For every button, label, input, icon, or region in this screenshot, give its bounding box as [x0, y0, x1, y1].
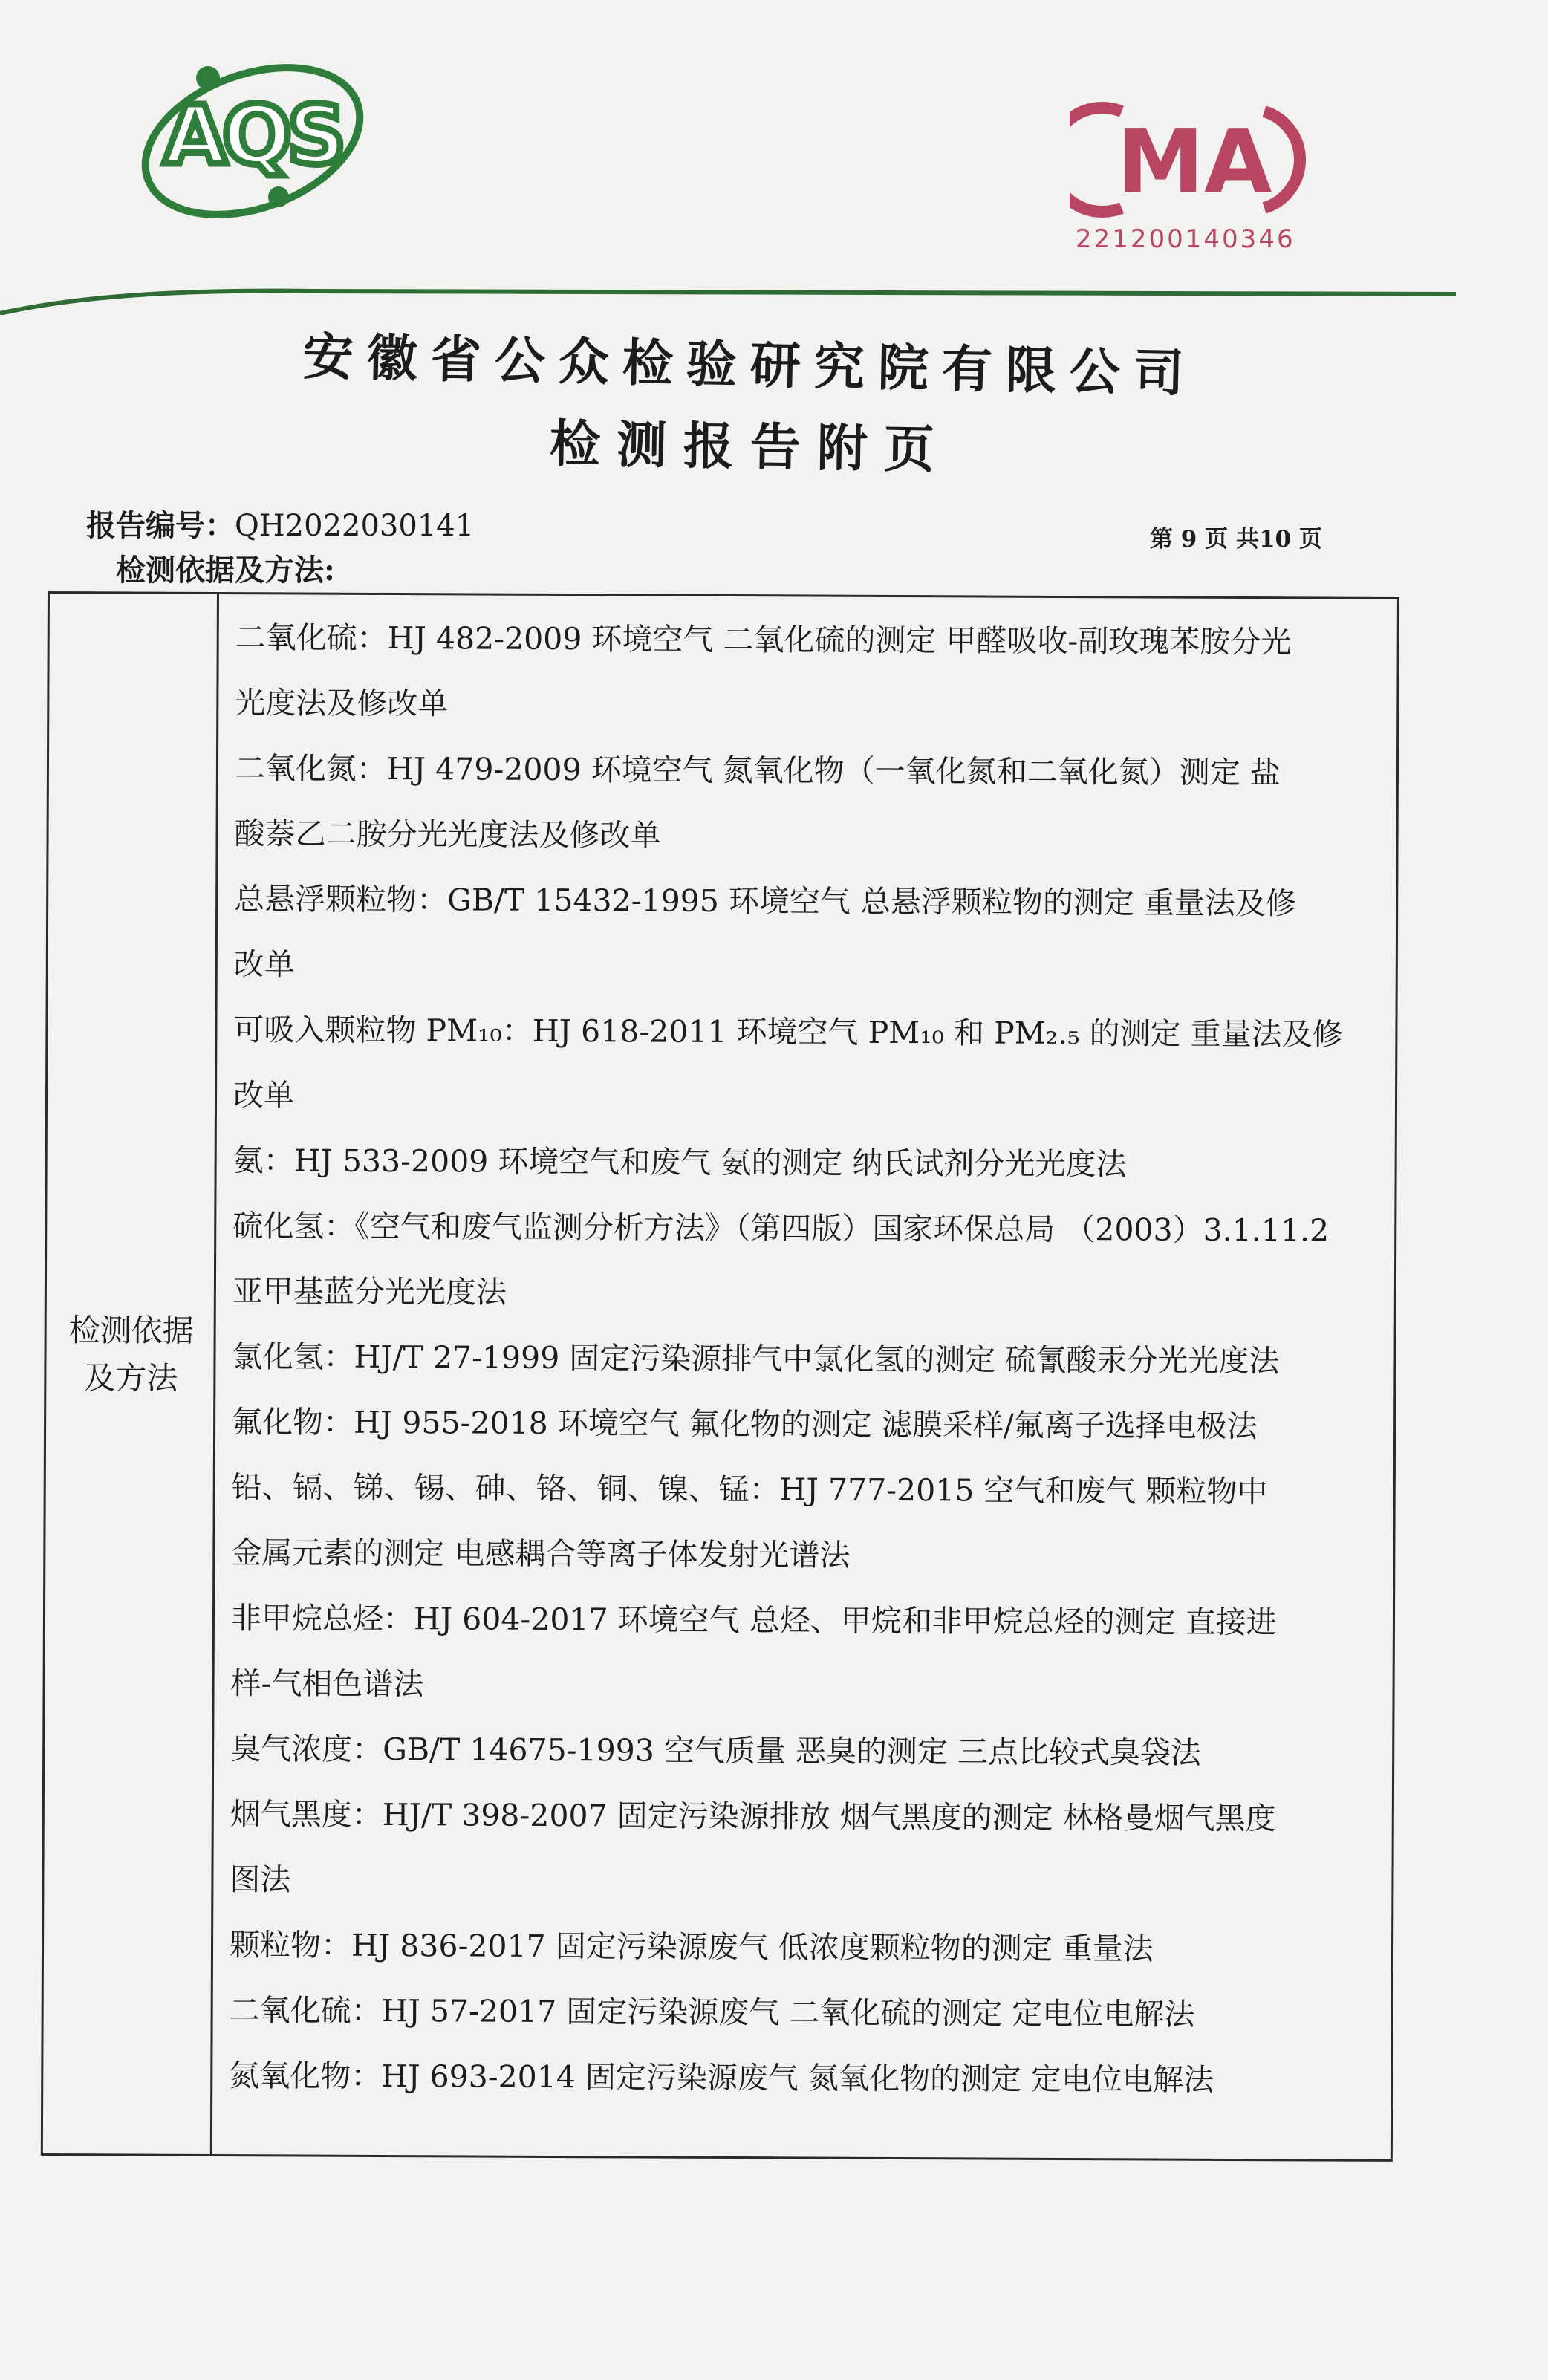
- method-line: 亚甲基蓝分光光度法: [232, 1273, 507, 1310]
- method-line: 非甲烷总烃：HJ 604-2017 环境空气 总烃、甲烷和非甲烷总烃的测定 直接进: [230, 1600, 1277, 1641]
- page-number: 第 9 页 共10 页: [1150, 526, 1322, 553]
- report-title: 检测报告附页: [549, 414, 952, 481]
- method-list: [229, 605, 1394, 2113]
- method-line: 总悬浮颗粒物：GB/T 15432-1995 环境空气 总悬浮颗粒物的测定 重量法及修: [234, 881, 1297, 922]
- cma-letters: MA: [1116, 110, 1272, 212]
- method-line: 改单: [233, 946, 295, 983]
- left-cell-label: [46, 1307, 216, 1402]
- method-table: [41, 591, 1399, 2162]
- method-line: 烟气黑度：HJ/T 398-2007 固定污染源排放 烟气黑度的测定 林格曼烟气黑度: [230, 1796, 1276, 1837]
- method-line: 样-气相色谱法: [230, 1665, 424, 1703]
- report-number-line: [86, 502, 474, 544]
- method-line: 金属元素的测定 电感耦合等离子体发射光谱法: [231, 1535, 851, 1573]
- report-number-value: QH2022030141: [235, 509, 475, 543]
- method-line: 氟化物：HJ 955-2018 环境空气 氟化物的测定 滤膜采样/氟离子选择电极法: [232, 1404, 1258, 1445]
- method-line: 氨：HJ 533-2009 环境空气和废气 氨的测定 纳氏试剂分光光度法: [232, 1142, 1127, 1183]
- aqs-logo: [111, 45, 394, 238]
- section-label: 检测依据及方法:: [116, 553, 335, 588]
- left-label-line-2: 及方法: [84, 1359, 178, 1397]
- method-line: 图法: [230, 1862, 291, 1898]
- method-line: 二氧化氮：HJ 479-2009 环境空气 氮氧化物（一氧化氮和二氧化氮）测定 盐: [234, 750, 1281, 791]
- method-line: 可吸入颗粒物 PM₁₀：HJ 618-2011 环境空气 PM₁₀ 和 PM₂.₅ 的测定 重量法及修: [233, 1012, 1343, 1053]
- method-line: 二氧化硫：HJ 57-2017 固定污染源废气 二氧化硫的测定 定电位电解法: [229, 1992, 1195, 2032]
- header-rule: [0, 285, 1456, 315]
- method-line: 光度法及修改单: [235, 685, 449, 722]
- left-label-line-1: 检测依据: [68, 1312, 194, 1349]
- report-number-label: 报告编号：: [86, 508, 235, 543]
- method-line: 臭气浓度：GB/T 14675-1993 空气质量 恶臭的测定 三点比较式臭袋法: [230, 1731, 1202, 1771]
- cma-number: 221200140346: [1076, 224, 1295, 254]
- method-line: 硫化氢：《空气和废气监测分析方法》（第四版）国家环保总局 （2003）3.1.11.2: [232, 1208, 1330, 1249]
- cma-mark: [1070, 97, 1315, 223]
- method-line: 酸萘乙二胺分光光度法及修改单: [234, 816, 661, 854]
- method-line: 二氧化硫：HJ 482-2009 环境空气 二氧化硫的测定 甲醛吸收-副玫瑰苯胺分光: [235, 620, 1292, 660]
- method-line: 铅、镉、锑、锡、砷、铬、铜、镍、锰：HJ 777-2015 空气和废气 颗粒物中: [231, 1469, 1268, 1510]
- left-column: [43, 594, 219, 2154]
- company-title: 安徽省公众检验研究院有限公司: [302, 327, 1198, 404]
- method-line: 改单: [232, 1077, 295, 1113]
- logo-letters: AQS: [163, 88, 342, 183]
- method-line: 氮氧化物：HJ 693-2014 固定污染源废气 氮氧化物的测定 定电位电解法: [229, 2058, 1214, 2098]
- method-line: 氯化氢：HJ/T 27-1999 固定污染源排气中氯化氢的测定 硫氰酸汞分光光度法: [232, 1339, 1280, 1379]
- method-line: 颗粒物：HJ 836-2017 固定污染源废气 低浓度颗粒物的测定 重量法: [229, 1927, 1154, 1967]
